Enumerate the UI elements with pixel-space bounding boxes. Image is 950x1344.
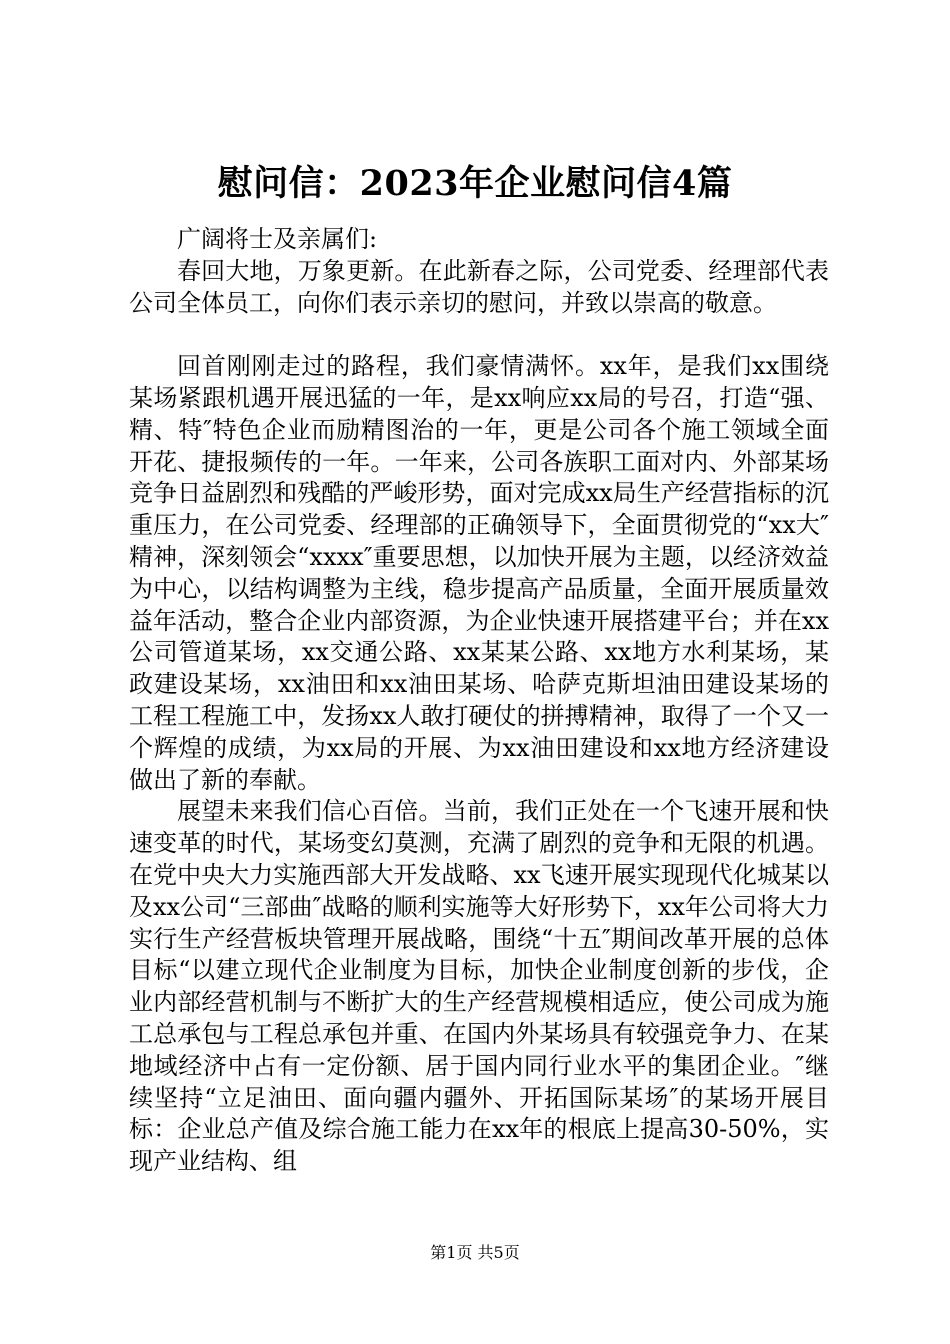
paragraph-3: 展望未来我们信心百倍。当前，我们正处在一个飞速开展和快速变革的时代，某场变幻莫测，充满了剧烈的竞争和无限的机遇。在党中央大力实施西部大开发战略、xx飞速开展实现现代化城某以及xx公司“三部曲″战略的顺利实施等大好形势下，xx年公司将大力实行生产经营板块管理开展战略，围绕“十五″期间改革开展的总体目标“以建立现代企业制度为目标，加快企业制度创新的步伐，企业内部经营机制与不断扩大的生产经营规模相适应，使公司成为施工总承包与工程总承包并重、在国内外某场具有较强竞争力、在某地域经济中占有一定份额、居于国内同行业水平的集团企业。″继续坚持“立足油田、面向疆内疆外、开拓国际某场″的某场开展目标：企业总产值及综合施工能力在xx年的根底上提高30-50%，实现产业结构、组	[129, 797, 829, 1176]
paragraph-1: 春回大地，万象更新。在此新春之际，公司党委、经理部代表公司全体员工，向你们表示亲切的慰问，并致以崇高的敬意。	[129, 256, 829, 317]
document-title: 慰问信：2023年企业慰问信4篇	[217, 163, 733, 204]
letter-body	[129, 224, 829, 1178]
salutation: 广阔将士及亲属们:	[177, 225, 378, 253]
paragraph-2: 回首刚刚走过的路程，我们豪情满怀。xx年，是我们xx围绕某场紧跟机遇开展迅猛的一年，是xx响应xx局的号召，打造“强、精、特″特色企业而励精图治的一年，更是公司各个施工领域全面开花、捷报频传的一年。一年来，公司各族职工面对内、外部某场竞争日益剧烈和残酷的严峻形势，面对完成xx局生产经营指标的沉重压力，在公司党委、经理部的正确领导下，全面贯彻党的“xx大″精神，深刻领会“xxxx″重要思想，以加快开展为主题，以经济效益为中心，以结构调整为主线，稳步提高产品质量，全面开展质量效益年活动，整合企业内部资源，为企业快速开展搭建平台；并在xx公司管道某场，xx交通公路、xx某某公路、xx地方水利某场，某政建设某场，xx油田和xx油田某场、哈萨克斯坦油田建设某场的工程工程施工中，发扬xx人敢打硬仗的拼搏精神，取得了一个又一个辉煌的成绩，为xx局的开展、为xx油田建设和xx地方经济建设做出了新的奉献。	[129, 352, 829, 794]
page-number: 第1页 共5页	[430, 1243, 520, 1262]
